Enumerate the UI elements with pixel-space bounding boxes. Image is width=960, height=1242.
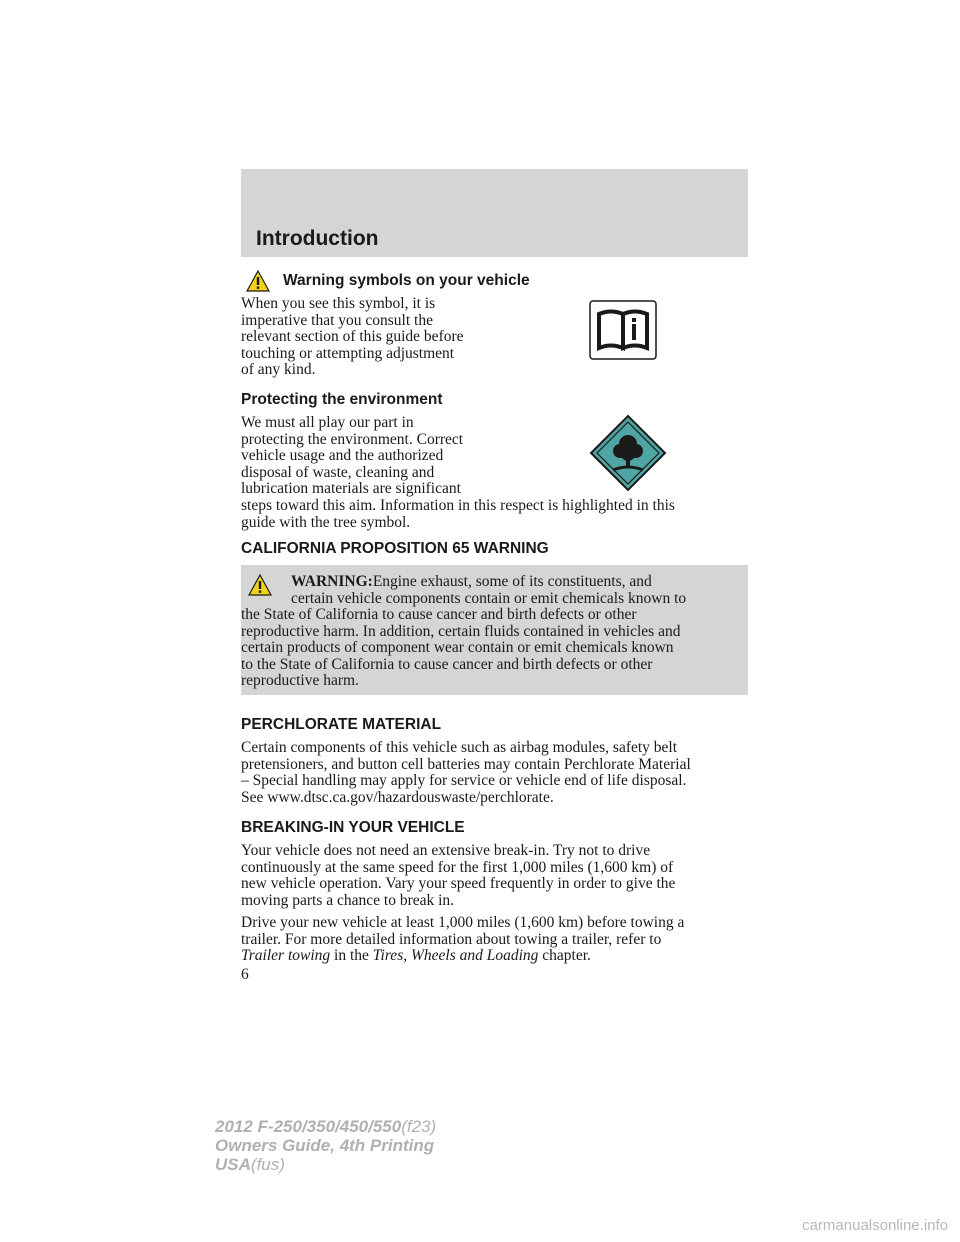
footer-edition: Owners Guide, 4th Printing bbox=[215, 1136, 435, 1155]
prop65-heading: CALIFORNIA PROPOSITION 65 WARNING bbox=[241, 540, 549, 557]
text-line: imperative that you consult the bbox=[241, 311, 433, 329]
trailer-towing-ref: Trailer towing bbox=[241, 947, 331, 965]
warning-line: to the State of California to cause cancer and birth defects or other bbox=[241, 655, 653, 673]
warning-triangle-icon bbox=[248, 574, 272, 596]
text-fragment: chapter. bbox=[542, 947, 591, 965]
text-line: We must all play our part in bbox=[241, 414, 414, 431]
text-line: relevant section of this guide before bbox=[241, 328, 464, 346]
footer-code: (f23) bbox=[401, 1117, 437, 1136]
footer-model: 2012 F-250/350/450/550 bbox=[215, 1117, 402, 1136]
text-line: Your vehicle does not need an extensive break-in. Try not to drive bbox=[241, 842, 651, 859]
prop65-warning-box bbox=[241, 565, 748, 695]
text-line: steps toward this aim. Information in this respect is highlighted in this bbox=[241, 496, 675, 514]
owner-guide-book-icon bbox=[589, 300, 657, 360]
text-line: Certain components of this vehicle such as airbag modules, safety belt bbox=[241, 739, 678, 756]
tires-wheels-loading-ref: Tires, Wheels and Loading bbox=[372, 947, 539, 965]
breakin-p2 bbox=[241, 915, 748, 965]
warning-symbols-heading: Warning symbols on your vehicle bbox=[283, 272, 530, 289]
text-line: pretensioners, and button cell batteries may contain Perchlorate Material bbox=[241, 755, 691, 773]
warning-symbols-text bbox=[241, 296, 521, 379]
footer-market: USA bbox=[215, 1155, 251, 1174]
text-line: of any kind. bbox=[241, 361, 316, 379]
warning-first-line bbox=[291, 574, 652, 591]
warning-label: WARNING: bbox=[291, 573, 373, 590]
text-line: guide with the tree symbol. bbox=[241, 513, 411, 531]
document-footer bbox=[215, 1117, 436, 1174]
text-line: trailer. For more detailed information about towing a trailer, refer to bbox=[241, 930, 662, 948]
text-line: – Special handling may apply for service or vehicle end of life disposal. bbox=[241, 772, 687, 790]
text-line: moving parts a chance to break in. bbox=[241, 891, 455, 909]
text-line: vehicle usage and the authorized bbox=[241, 447, 444, 465]
perchlorate-text bbox=[241, 740, 748, 806]
text-line: See www.dtsc.ca.gov/hazardouswaste/perchlorate. bbox=[241, 788, 554, 806]
warning-text: Engine exhaust, some of its constituents, and bbox=[372, 573, 652, 590]
text-fragment: in the bbox=[334, 947, 369, 965]
page-title: Introduction bbox=[256, 227, 379, 250]
environment-text bbox=[241, 415, 748, 531]
warning-triangle-icon bbox=[246, 270, 270, 292]
warning-line: reproductive harm. In addition, certain fluids contained in vehicles and bbox=[241, 622, 681, 640]
text-line: disposal of waste, cleaning and bbox=[241, 463, 435, 481]
text-line: protecting the environment. Correct bbox=[241, 430, 464, 448]
warning-line: reproductive harm. bbox=[241, 672, 359, 690]
section-header-band bbox=[241, 169, 748, 257]
warning-line: certain products of component wear contain or emit chemicals known bbox=[241, 639, 674, 657]
warning-body bbox=[241, 607, 680, 690]
text-line: lubrication materials are significant bbox=[241, 480, 461, 498]
footer-market-code: (fus) bbox=[250, 1155, 285, 1174]
warning-line: the State of California to cause cancer and birth defects or other bbox=[241, 606, 637, 623]
text-line: continuously at the same speed for the first 1,000 miles (1,600 km) of bbox=[241, 858, 674, 876]
breakin-p1 bbox=[241, 843, 748, 909]
text-line: Drive your new vehicle at least 1,000 miles (1,600 km) before towing a bbox=[241, 914, 685, 931]
text-line: When you see this symbol, it is bbox=[241, 295, 436, 312]
perchlorate-heading: PERCHLORATE MATERIAL bbox=[241, 716, 442, 733]
page-number: 6 bbox=[241, 966, 249, 983]
breakin-heading: BREAKING-IN YOUR VEHICLE bbox=[241, 819, 465, 836]
environment-heading: Protecting the environment bbox=[241, 391, 443, 408]
text-line: touching or attempting adjustment bbox=[241, 344, 455, 362]
watermark: carmanualsonline.info bbox=[802, 1217, 948, 1234]
warning-line: certain vehicle components contain or emit chemicals known to bbox=[291, 590, 687, 607]
text-line: new vehicle operation. Vary your speed frequently in order to give the bbox=[241, 875, 676, 893]
tree-symbol-icon bbox=[589, 414, 667, 492]
text-line-with-refs bbox=[241, 948, 748, 965]
